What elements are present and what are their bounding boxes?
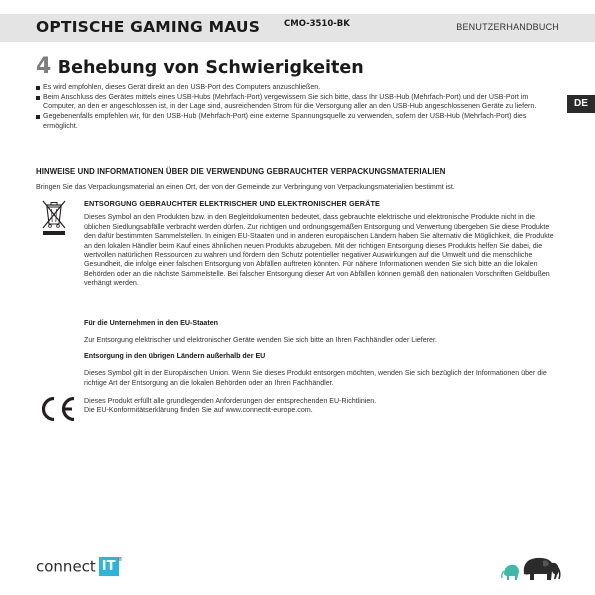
- eu-business-body: Zur Entsorgung elektrischer und elektronischer Geräte wenden Sie sich bitte an Ihren Fachhändler oder Lieferer.: [84, 336, 437, 345]
- ce-line-2: Die EU-Konformitätserklärung finden Sie auf www.connectit-europe.com.: [84, 406, 313, 415]
- eu-business-heading: Für die Unternehmen in den EU-Staaten: [84, 319, 219, 327]
- weee-body: Dieses Symbol an den Produkten bzw. in den Begleitdokumenten bedeutet, dass gebrauchte elektrische und elektronische Produkte nicht in die üblichen Siedlungsabfälle verbracht werden dürfen. Zur richtigen und ordnungsgemäßen Entsorgung und Verwertung übergeben Sie diese Produkte den dafür bestimmten Sammelstellen. In einigen EU-Staaten und in anderen europäischen Ländern haben Sie alternativ die Möglichkeit, die Produkte an den lokalen Händler beim Kauf eines ähnlichen neuen Produkts abzugeben. Mit der richtigen Entsorgung dieses Produkts helfen Sie dabei, die wertvollen natürlichen Ressourcen zu wahren und fördern den Schutz potentieller negativer Auswirkungen auf die Umwelt und die menschliche Gesundheit, die infolge einer falschen Entsorgung von Abfällen auftreten könnten. Für nähere Informationen wenden Sie sich bitte an die lokalen Behörden oder an die nächste Sammelstelle. Bei falscher Entsorgung dieser Art von Abfällen können gemäß den nationalen Vorschriften Geldbußen verhängt werden.: [84, 213, 554, 288]
- ce-line-1: Dieses Produkt erfüllt alle grundlegenden Anforderungen der entsprechenden EU-Richtlinien.: [84, 397, 377, 405]
- troubleshooting-list: [36, 83, 560, 132]
- section-title: Behebung von Schwierigkeiten: [57, 58, 364, 78]
- product-code: CMO-3510-BK: [284, 19, 350, 29]
- weee-heading: ENTSORGUNG GEBRAUCHTER ELEKTRISCHER UND ELEKTRONISCHER GERÄTE: [84, 199, 380, 208]
- packaging-intro: Bringen Sie das Verpackungsmaterial an einen Ort, der von der Gemeinde zur Verbringung von Verpackungsmaterialien bestimmt ist.: [36, 183, 455, 191]
- logo-registered: ®: [118, 557, 123, 563]
- elephant-mascot-icon: [500, 552, 562, 582]
- non-eu-body: Dieses Symbol gilt in der Europäischen Union. Wenn Sie dieses Produkt entsorgen möchten, wenden Sie sich bezüglich der Informationen über die richtige Art der Entsorgung an die lokalen Behörden oder an Ihren Fachhändler.: [84, 369, 547, 387]
- list-item: Es wird empfohlen, dieses Gerät direkt an den USB-Port des Computers anzuschließen.: [36, 83, 560, 92]
- logo-text: connect: [36, 557, 96, 576]
- list-item: Gegebenenfalls empfehlen wir, für den USB-Hub (Mehrfach-Port) eine externe Spannungsquelle zu verwenden, sofern der USB-Hub (Mehrfach-Port) dies ermöglicht.: [36, 112, 560, 131]
- ce-mark-icon: [37, 395, 77, 423]
- non-eu-heading: Entsorgung in den übrigen Ländern außerhalb der EU: [84, 352, 266, 360]
- section-heading: [36, 54, 364, 79]
- language-badge: DE: [567, 95, 595, 113]
- page-header: [0, 14, 595, 42]
- connect-it-logo: [36, 557, 122, 579]
- packaging-heading: HINWEISE UND INFORMATIONEN ÜBER DIE VERWENDUNG GEBRAUCHTER VERPACKUNGSMATERIALIEN: [36, 167, 446, 176]
- eu-business-section: [84, 319, 562, 346]
- section-number: 4: [36, 54, 52, 79]
- logo-badge: IT: [99, 557, 119, 576]
- non-eu-section: [84, 352, 562, 388]
- list-item: Beim Anschluss des Gerätes mittels eines USB-Hubs (Mehrfach-Port) vergewissern Sie sich bitte, dass Ihr USB-Hub (Mehrfach-Port) und der USB-Port im Computer, an den er angeschlossen ist, in der Lage sind, ausreichenden Strom für die Versorgung aller an den USB-Hub angeschlossenen Geräte zu liefern.: [36, 93, 560, 112]
- ce-section: [84, 397, 562, 416]
- product-title: OPTISCHE GAMING MAUS: [36, 18, 261, 36]
- weee-section: [84, 199, 562, 289]
- weee-crossed-bin-icon: [40, 199, 68, 237]
- manual-label: BENUTZERHANDBUCH: [456, 22, 559, 32]
